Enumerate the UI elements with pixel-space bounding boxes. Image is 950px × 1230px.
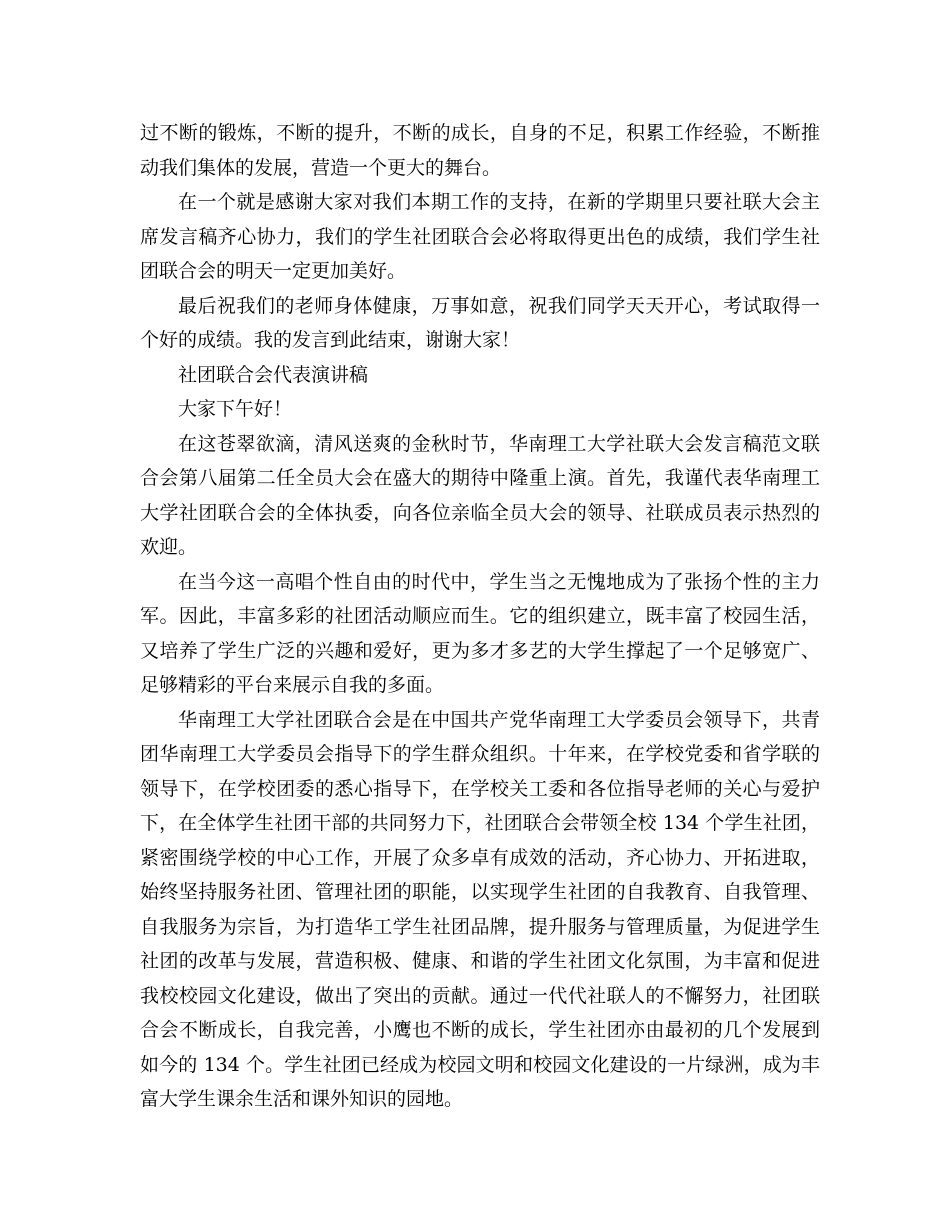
paragraph-welcome: 在这苍翠欲滴，清风送爽的金秋时节，华南理工大学社联大会发言稿范文联合会第八届第二任全员大会在盛大的期待中隆重上演。首先，我谨代表华南理工大学社团联合会的全体执委，向各位亲临全员大会的领导、社联成员表示热烈的欢迎。: [140, 432, 820, 558]
paragraph-closing: 最后祝我们的老师身体健康，万事如意，祝我们同学天天开心，考试取得一个好的成绩。我的发言到此结束，谢谢大家！: [140, 294, 820, 351]
document-body: [140, 116, 820, 1117]
paragraph-introduction: 华南理工大学社团联合会是在中国共产党华南理工大学委员会领导下，共青团华南理工大学委员会指导下的学生群众组织。十年来，在学校党委和省学联的领导下，在学校团委的悉心指导下，在学校关工委和各位指导老师的关心与爱护下，在全体学生社团干部的共同努力下，社团联合会带领全校 134 个学生社团，紧密围绕学校的中心工作，开展了众多卓有成效的活动，齐心协力、开拓进取，始终坚持服务社团、管理社团的职能，以实现学生社团的自我教育、自我管理、自我服务为宗旨，为打造华工学生社团品牌，提升服务与管理质量，为促进学生社团的改革与发展，营造积极、健康、和谐的学生社团文化氛围，为丰富和促进我校校园文化建设，做出了突出的贡献。通过一代代社联人的不懈努力，社团联合会不断成长，自我完善，小鹰也不断的成长，学生社团亦由最初的几个发展到如今的 134 个。学生社团已经成为校园文明和校园文化建设的一片绿洲，成为丰富大学生课余生活和课外知识的园地。: [140, 708, 820, 1110]
paragraph-era: 在当今这一高唱个性自由的时代中，学生当之无愧地成为了张扬个性的主力军。因此，丰富多彩的社团活动顺应而生。它的组织建立，既丰富了校园生活，又培养了学生广泛的兴趣和爱好，更为多才多艺的大学生撑起了一个足够宽广、足够精彩的平台来展示自我的多面。: [140, 570, 820, 696]
paragraph-thanks: 在一个就是感谢大家对我们本期工作的支持，在新的学期里只要社联大会主席发言稿齐心协力，我们的学生社团联合会必将取得更出色的成绩，我们学生社团联合会的明天一定更加美好。: [140, 191, 820, 282]
section-title: 社团联合会代表演讲稿: [178, 363, 369, 386]
greeting: 大家下午好！: [178, 398, 293, 420]
paragraph-continuation: 过不断的锻炼，不断的提升，不断的成长，自身的不足，积累工作经验，不断推动我们集体的发展，营造一个更大的舞台。: [140, 122, 820, 179]
